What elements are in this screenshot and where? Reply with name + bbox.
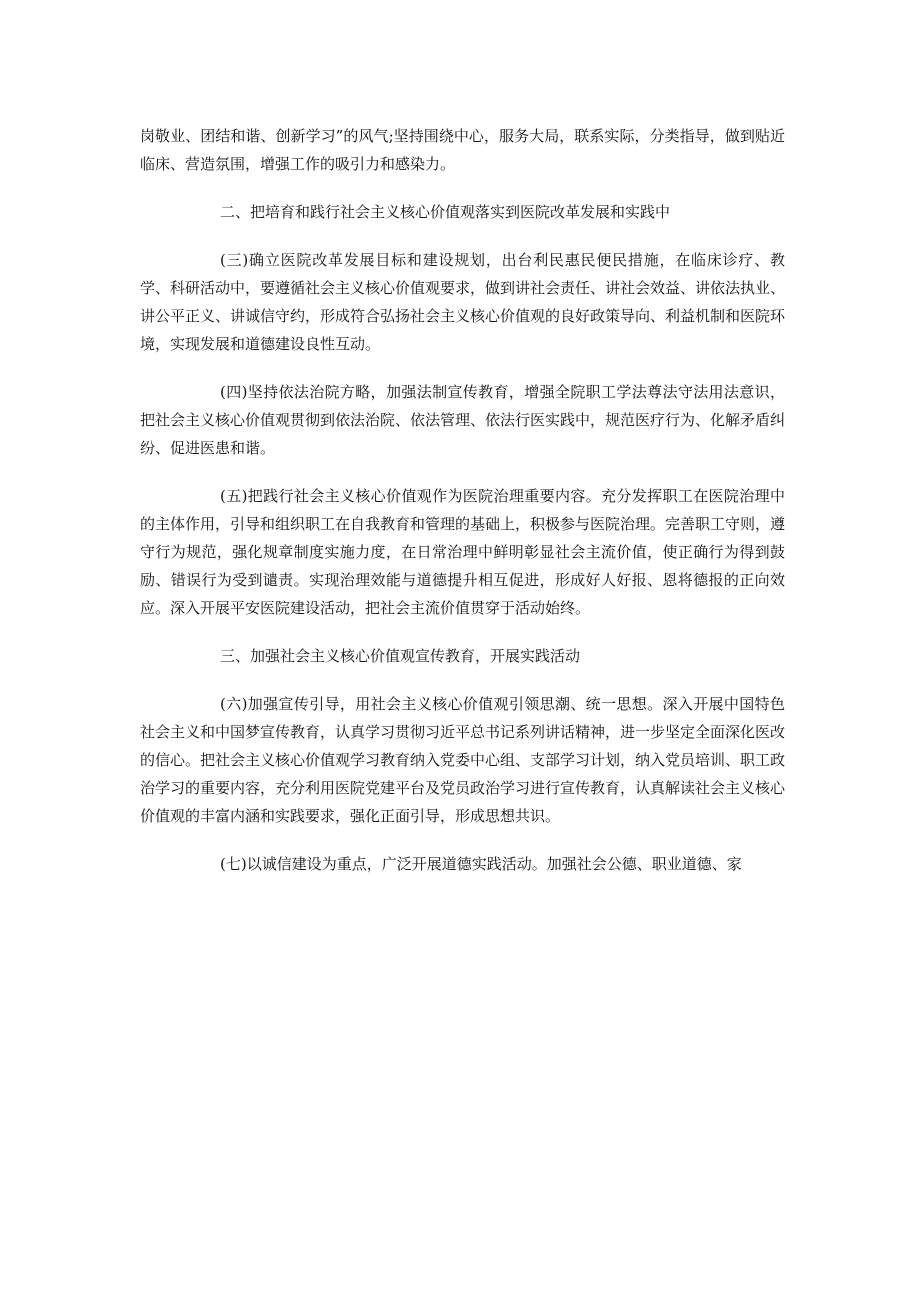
paragraph-continuation: 岗敬业、团结和谐、创新学习”的风气;坚持围绕中心，服务大局，联系实际，分类指导，做到贴近临床、营造氛围，增强工作的吸引力和感染力。 — [140, 127, 785, 173]
document-body — [140, 122, 785, 898]
section-heading-2: 二、把培育和践行社会主义核心价值观落实到医院改革发展和实践中 — [220, 203, 671, 221]
section-heading-3: 三、加强社会主义核心价值观宣传教育，开展实践活动 — [220, 647, 581, 665]
paragraph-4: (四)坚持依法治院方略，加强法制宣传教育，增强全院职工学法尊法守法用法意识，把社会主义核心价值观贯彻到依法治院、依法管理、依法行医实践中，规范医疗行为、化解矛盾纠纷、促进医患和谐。 — [140, 383, 786, 457]
paragraph-5: (五)把践行社会主义核心价值观作为医院治理重要内容。充分发挥职工在医院治理中的主体作用，引导和组织职工在自我教育和管理的基础上，积极参与医院治理。完善职工守则，遵守行为规范，强化规章制度实施力度，在日常治理中鲜明彰显社会主流价值，使正确行为得到鼓励、错误行为受到谴责。实现治理效能与道德提升相互促进，形成好人好报、恩将德报的正向效应。深入开展平安医院建设活动，把社会主流价值贯穿于活动始终。 — [140, 487, 786, 617]
paragraph-7: (七)以诚信建设为重点，广泛开展道德实践活动。加强社会公德、职业道德、家 — [220, 855, 742, 873]
paragraph-6: (六)加强宣传引导，用社会主义核心价值观引领思潮、统一思想。深入开展中国特色社会主义和中国梦宣传教育，认真学习贯彻习近平总书记系列讲话精神，进一步坚定全面深化医改的信心。把社会主义核心价值观学习教育纳入党委中心组、支部学习计划，纳入党员培训、职工政治学习的重要内容，充分利用医院党建平台及党员政治学习进行宣传教育，认真解读社会主义核心价值观的丰富内涵和实践要求，强化正面引导，形成思想共识。 — [140, 695, 786, 825]
paragraph-3: (三)确立医院改革发展目标和建设规划，出台利民惠民便民措施，在临床诊疗、教学、科研活动中，要遵循社会主义核心价值观要求，做到讲社会责任、讲社会效益、讲依法执业、讲公平正义、讲诚信守约，形成符合弘扬社会主义核心价值观的良好政策导向、利益机制和医院环境，实现发展和道德建设良性互动。 — [140, 251, 786, 353]
